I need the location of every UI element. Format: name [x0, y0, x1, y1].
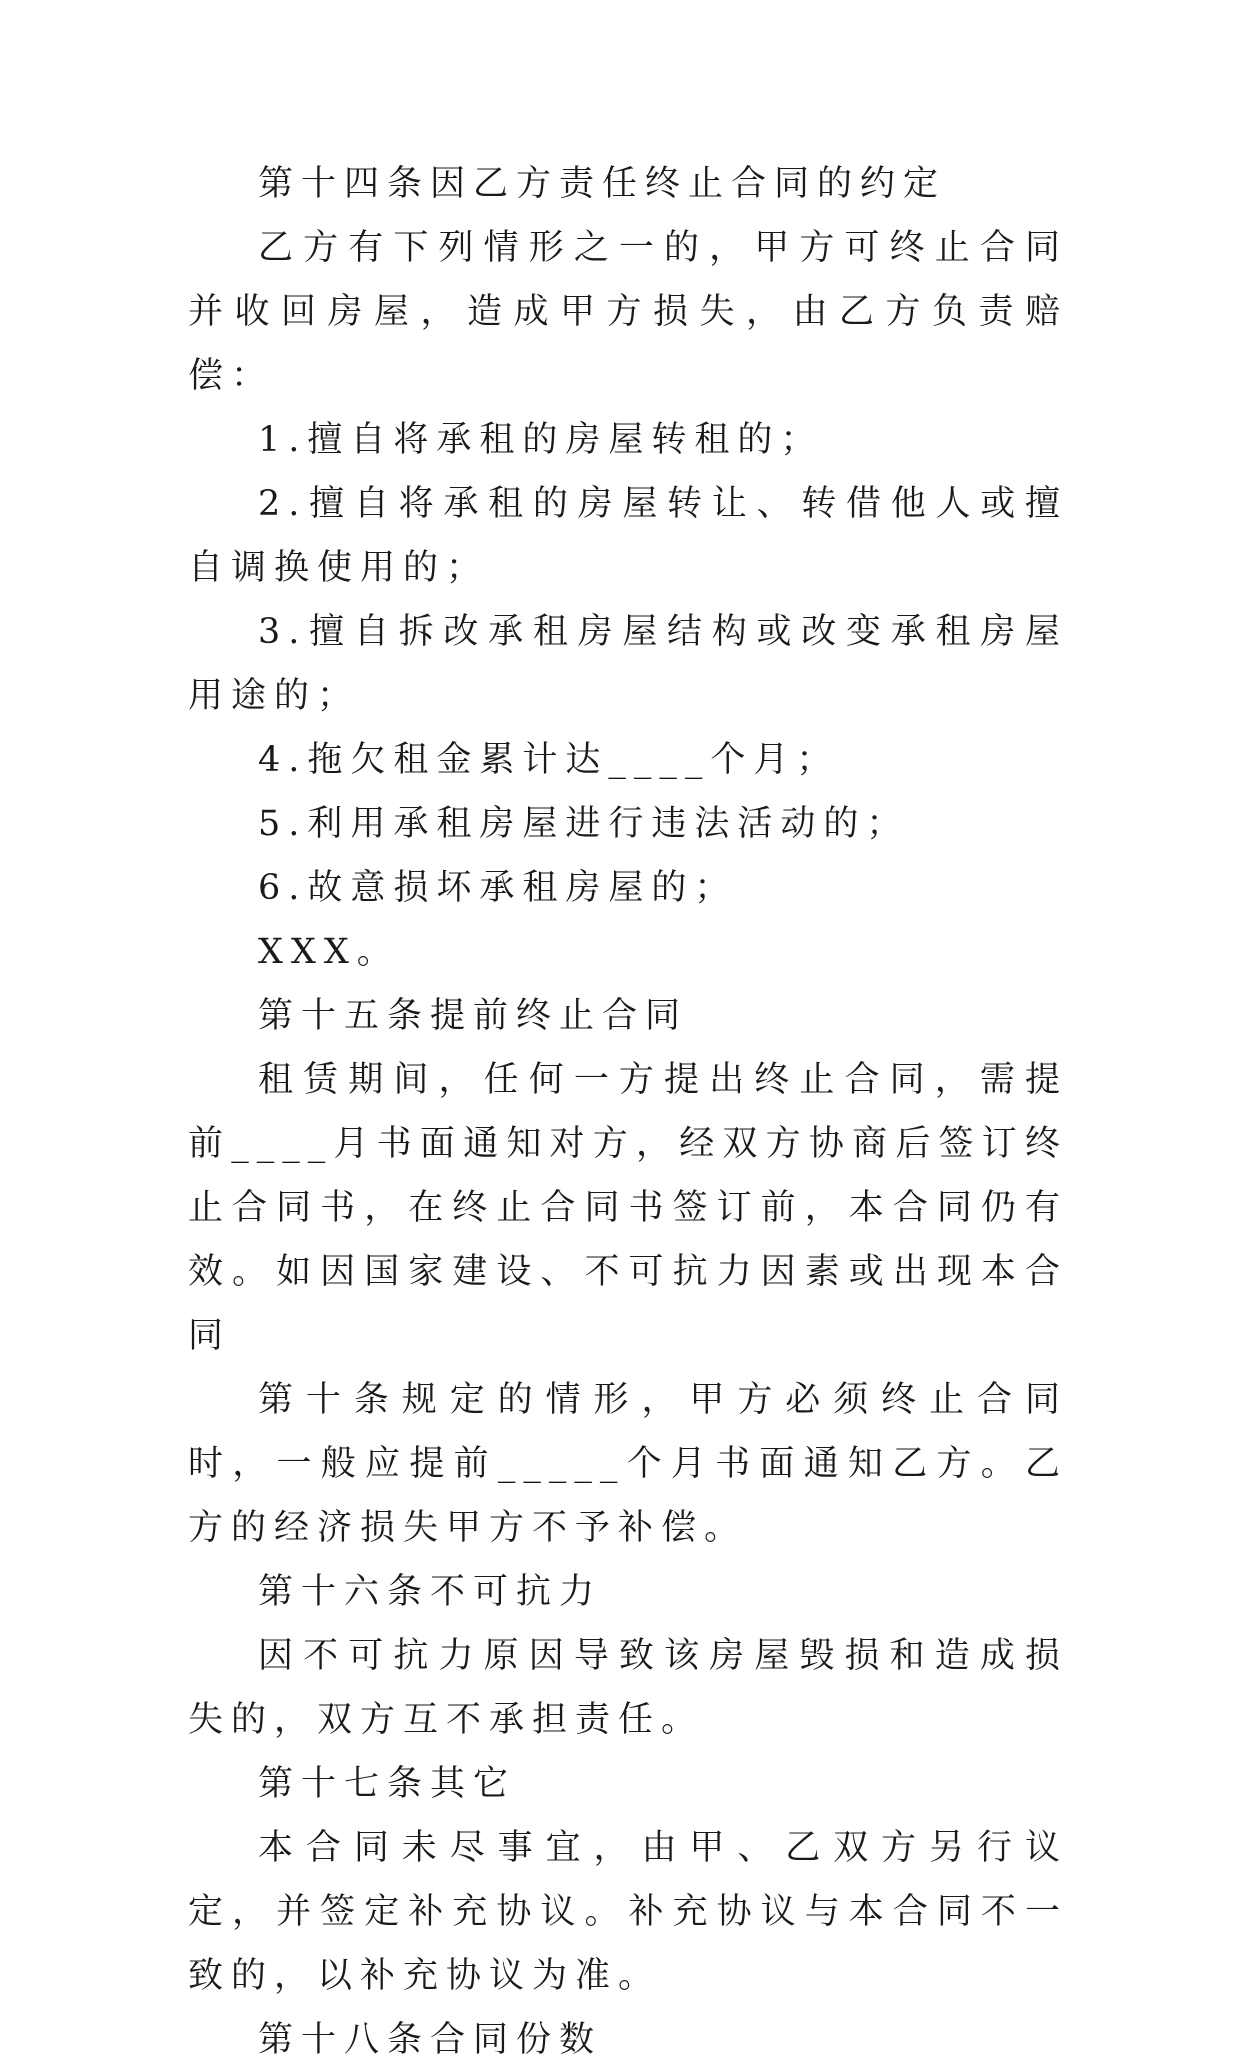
article-14-item-5: 5.利用承租房屋进行违法活动的； — [258, 804, 910, 844]
article-17-paragraph: 本合同未尽事宜，由甲、乙双方另行议定，并签定补充协议。补充协议与本合同不一致的，以补充协议为准。 — [188, 1828, 1068, 1996]
article-14-heading: 第十四条因乙方责任终止合同的约定 — [258, 164, 947, 204]
document-body — [188, 152, 1068, 2072]
article-14-item-2: 2.擅自将承租的房屋转让、转借他人或擅自调换使用的； — [188, 484, 1068, 588]
article-16-paragraph: 因不可抗力原因导致该房屋毁损和造成损失的，双方互不承担责任。 — [188, 1636, 1068, 1740]
article-14-item-1: 1.擅自将承租的房屋转租的； — [258, 420, 824, 460]
article-17-heading: 第十七条其它 — [258, 1764, 517, 1804]
article-18-heading: 第十八条合同份数 — [258, 2020, 603, 2060]
article-14-item-4: 4.拖欠租金累计达____个月； — [258, 740, 840, 780]
article-14-item-placeholder: XXX。 — [258, 932, 400, 972]
article-15-paragraph-2: 第十条规定的情形，甲方必须终止合同时，一般应提前_____个月书面通知乙方。乙方的经济损失甲方不予补偿。 — [188, 1380, 1068, 1548]
article-15-paragraph-1: 租赁期间，任何一方提出终止合同，需提前____月书面通知对方，经双方协商后签订终止合同书，在终止合同书签订前，本合同仍有效。如因国家建设、不可抗力因素或出现本合同 — [188, 1060, 1068, 1356]
article-16-heading: 第十六条不可抗力 — [258, 1572, 603, 1612]
article-14-item-6: 6.故意损坏承租房屋的； — [258, 868, 738, 908]
article-14-intro: 乙方有下列情形之一的，甲方可终止合同并收回房屋，造成甲方损失，由乙方负责赔偿： — [188, 228, 1068, 396]
article-14-item-3: 3.擅自拆改承租房屋结构或改变承租房屋用途的； — [188, 612, 1068, 716]
article-15-heading: 第十五条提前终止合同 — [258, 996, 689, 1036]
